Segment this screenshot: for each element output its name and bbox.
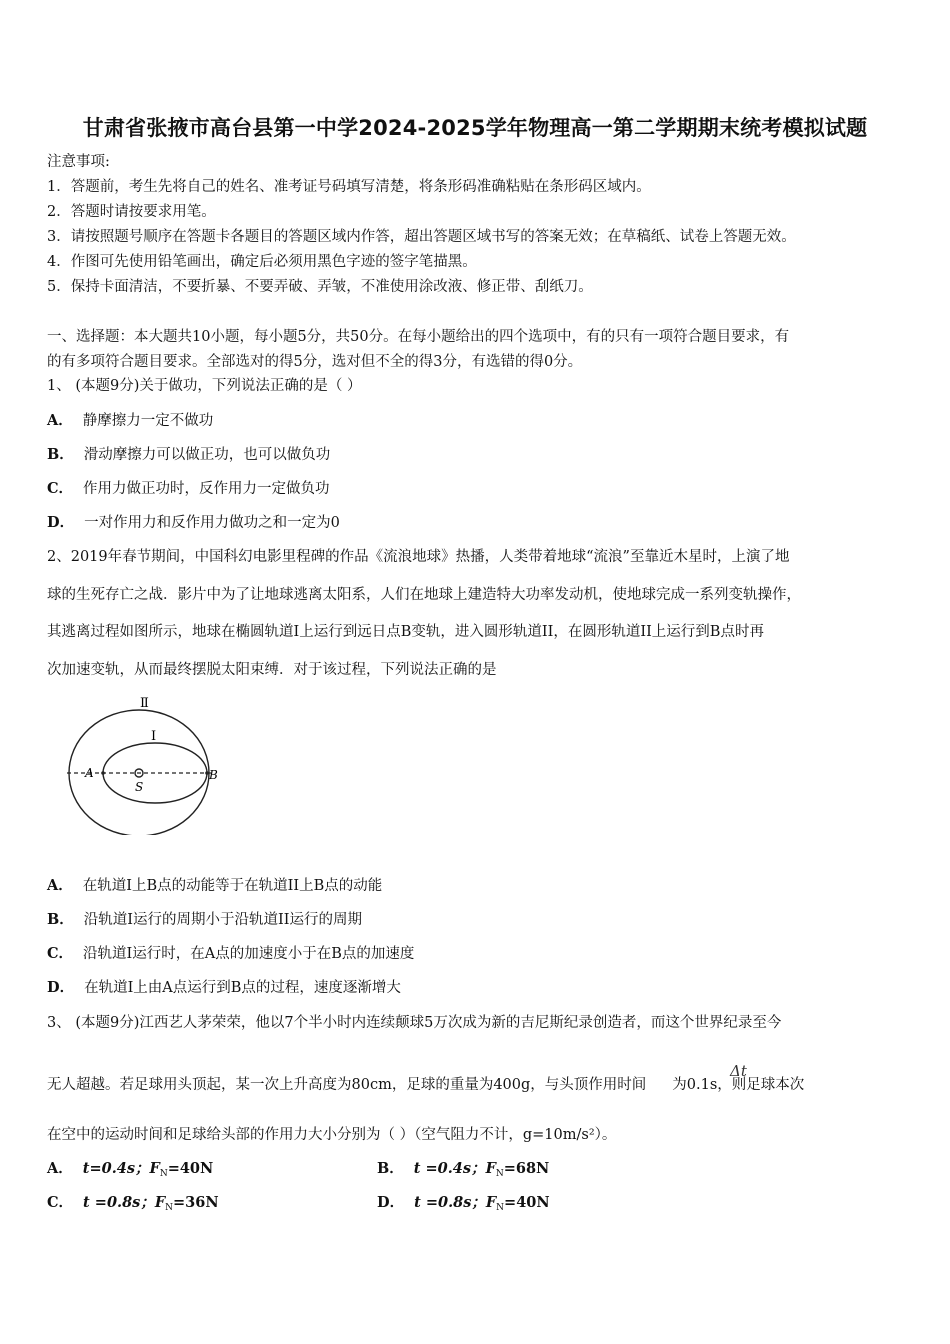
option-text: 静摩擦力一定不做功	[82, 413, 214, 429]
q2-option-c	[47, 944, 414, 964]
notice-heading: 注意事项:	[47, 154, 110, 170]
question-3-line	[47, 1075, 804, 1095]
notice-item: 2．答题时请按要求用笔。	[47, 204, 216, 220]
label-point-b: B	[209, 768, 218, 782]
label-orbit-ii: Ⅱ	[140, 696, 149, 711]
question-3-line: 3、 (本题9分)江西艺人茅荣荣，他以7个半小时内连续颠球5万次成为新的吉尼斯纪录创造者，而这个世界纪录至今	[47, 1015, 782, 1031]
option-label: C．	[47, 480, 74, 497]
option-text: 在轨道I上B点的动能等于在轨道II上B点的动能	[82, 878, 383, 894]
option-label: B．	[377, 1160, 404, 1177]
q1-option-b	[47, 445, 330, 465]
option-label: B．	[47, 911, 74, 928]
orbit-diagram	[45, 695, 235, 835]
section-intro-line: 一、选择题：本大题共10小题，每小题5分，共50分。在每小题给出的四个选项中，有的只有一项符合题目要求，有	[47, 329, 790, 345]
q2-option-b	[47, 910, 362, 930]
q3-line2-part-a: 无人超越。若足球用头顶起，某一次上升高度为80cm，足球的重量为400g，与头顶作用时间	[47, 1077, 647, 1093]
option-label: D．	[377, 1194, 405, 1211]
question-2-line: 2、2019年春节期间，中国科幻电影里程碑的作品《流浪地球》热播，人类带着地球“流浪”至靠近木星时，上演了地	[47, 549, 790, 565]
option-force-symbol: F	[485, 1194, 497, 1211]
notice-item: 5．保持卡面清洁，不要折暴、不要弄破、弄皱，不准使用涂改液、修正带、刮纸刀。	[47, 279, 593, 295]
q3-option-c	[47, 1193, 219, 1218]
option-force-value: =36N	[173, 1194, 219, 1211]
notice-item: 1．答题前，考生先将自己的姓名、准考证号码填写清楚，将条形码准确粘贴在条形码区域内。	[47, 179, 651, 195]
delta-t-symbol: Δt	[730, 1062, 747, 1080]
option-text: 作用力做正功时，反作用力一定做负功	[83, 481, 330, 497]
q3-option-d	[377, 1193, 550, 1218]
section-intro-line: 的有多项符合题目要求。全部选对的得5分，选对但不全的得3分，有选错的得0分。	[47, 354, 583, 370]
option-force-value: =68N	[503, 1160, 550, 1177]
option-text: 沿轨道I运行的周期小于沿轨道II运行的周期	[83, 912, 362, 928]
option-label: D．	[47, 514, 75, 531]
option-time: t =0.8s；	[83, 1194, 155, 1211]
notice-item: 4．作图可先使用铅笔画出，确定后必须用黑色字迹的签字笔描黑。	[47, 254, 477, 270]
q1-option-c	[47, 479, 330, 499]
option-text: 滑动摩擦力可以做正功，也可以做负功	[83, 447, 331, 463]
option-force-value: =40N	[504, 1194, 550, 1211]
option-force-sub: N	[496, 1203, 505, 1213]
q1-option-d	[47, 513, 340, 533]
option-force-symbol: F	[154, 1194, 166, 1211]
q3-option-b	[377, 1159, 549, 1184]
q2-option-d	[47, 978, 401, 998]
page-title: 甘肃省张掖市高台县第一中学2024-2025学年物理高一第二学期期末统考模拟试题	[82, 116, 868, 140]
option-time: t =0.8s；	[414, 1194, 486, 1211]
q2-option-a	[47, 876, 382, 896]
option-text: 在轨道I上由A点运行到B点的过程，速度逐渐增大	[84, 980, 401, 996]
option-label: B．	[47, 446, 74, 463]
option-force-symbol: F	[485, 1160, 496, 1177]
option-force-sub: N	[495, 1169, 504, 1179]
option-label: A．	[47, 1160, 73, 1177]
option-label: A．	[47, 412, 73, 429]
option-text: 一对作用力和反作用力做功之和一定为0	[84, 515, 340, 531]
q1-option-a	[47, 411, 213, 431]
option-force-sub: N	[159, 1169, 168, 1179]
q3-line2-part-b: 为0.1s，则足球本次	[672, 1077, 805, 1093]
option-time: t =0.4s；	[413, 1160, 486, 1177]
question-3-line: 在空中的运动时间和足球给头部的作用力大小分别为（ ）（空气阻力不计，g=10m/s²）。	[47, 1127, 617, 1143]
question-2-line: 球的生死存亡之战．影片中为了让地球逃离太阳系，人们在地球上建造特大功率发动机，使地球完成一系列变轨操作，	[47, 587, 801, 603]
q3-option-a	[47, 1159, 213, 1184]
option-text: 沿轨道I运行时，在A点的加速度小于在B点的加速度	[83, 946, 415, 962]
option-time: t=0.4s；	[82, 1160, 150, 1177]
question-2-line: 其逃离过程如图所示，地球在椭圆轨道I上运行到远日点B变轨，进入圆形轨道II，在圆形轨道II上运行到B点时再	[47, 624, 764, 640]
label-sun-s: S	[135, 780, 144, 794]
question-1-stem: 1、 (本题9分)关于做功，下列说法正确的是（ ）	[47, 378, 362, 394]
question-2-line: 次加速变轨，从而最终摆脱太阳束缚．对于该过程，下列说法正确的是	[47, 662, 497, 678]
point-a-dot	[101, 771, 105, 775]
option-force-symbol: F	[149, 1160, 160, 1177]
option-label: C．	[47, 945, 74, 962]
notice-item: 3．请按照题号顺序在答题卡各题目的答题区域内作答，超出答题区域书写的答案无效；在草稿纸、试卷上答题无效。	[47, 229, 796, 245]
option-label: D．	[47, 979, 75, 996]
label-point-a: A	[85, 766, 94, 780]
option-label: A．	[47, 877, 73, 894]
option-label: C．	[47, 1194, 74, 1211]
option-force-sub: N	[165, 1203, 174, 1213]
option-force-value: =40N	[167, 1160, 214, 1177]
label-orbit-i: I	[151, 729, 157, 744]
